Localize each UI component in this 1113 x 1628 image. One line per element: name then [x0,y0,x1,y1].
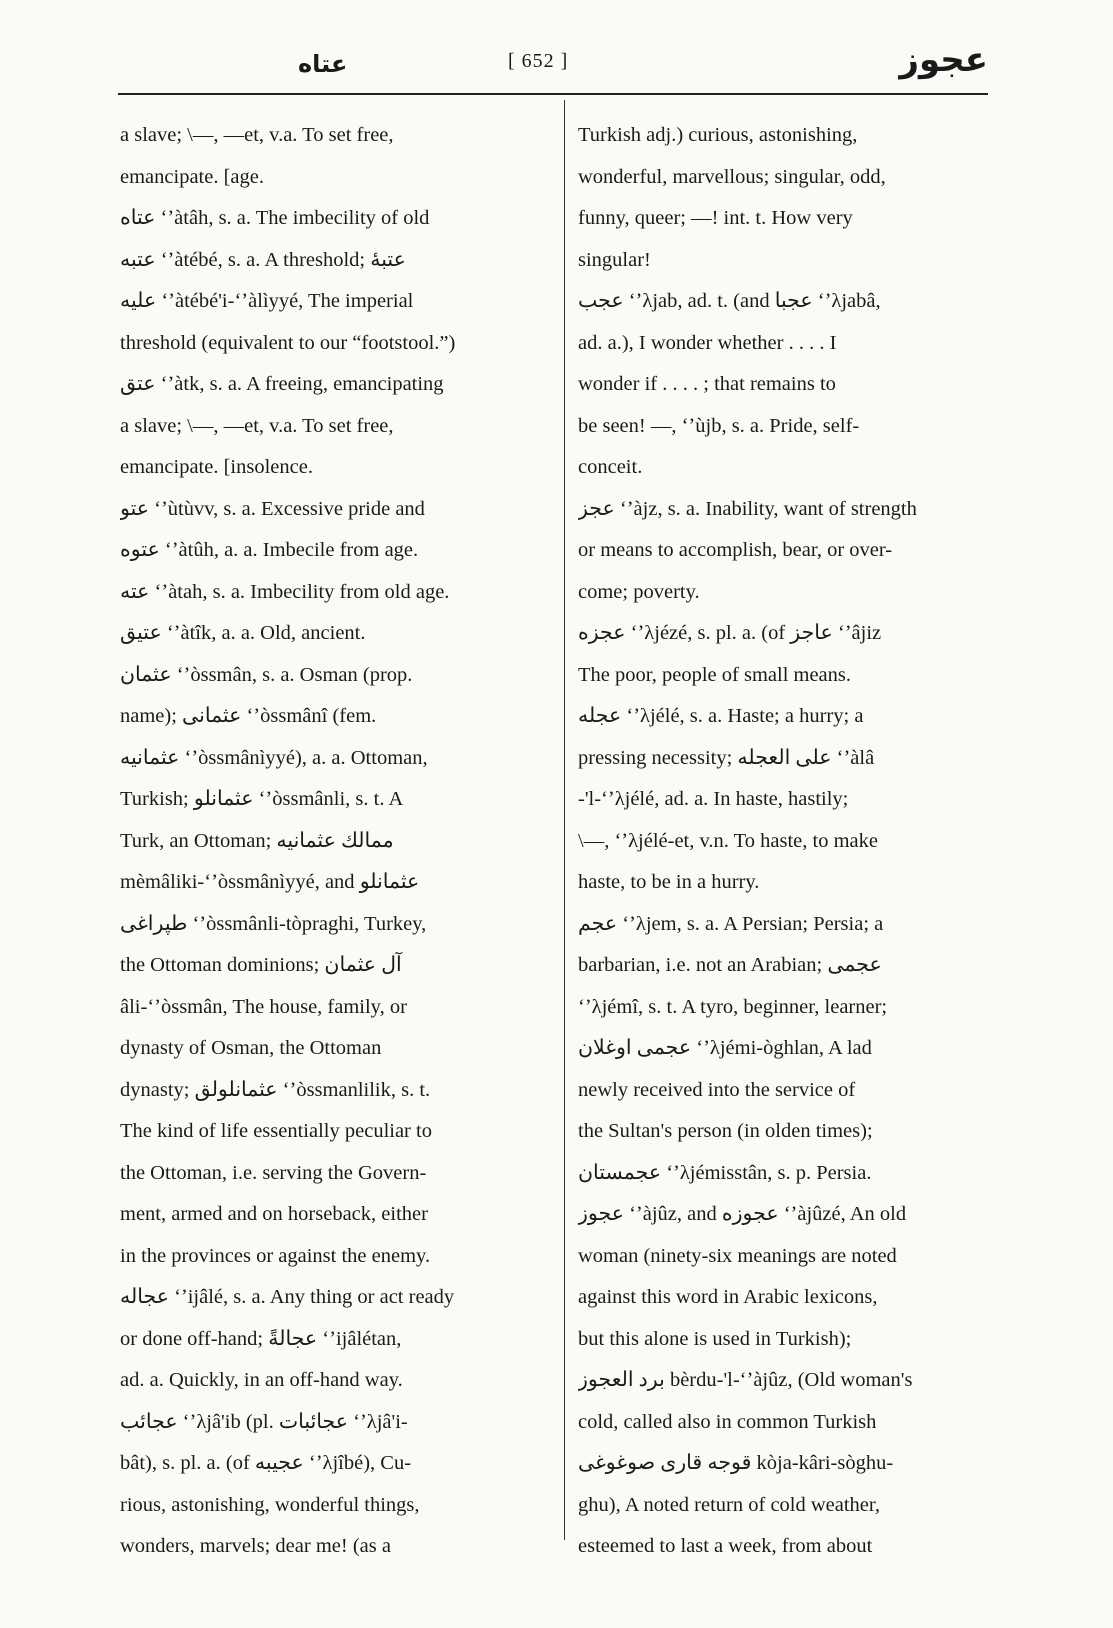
dictionary-line: \—, ʻʼλjélé-et, v.n. To haste, to make [578,829,878,852]
dictionary-line: the Ottoman dominions; آل عثمان [120,954,402,976]
dictionary-line: a slave; \—, —et, v.a. To set free, [120,124,394,146]
dictionary-line: عثمانيه ʻʼòssmânìyyé), a. a. Ottoman, [120,746,428,769]
dictionary-line: cold, called also in common Turkish [578,1410,877,1433]
dictionary-line: عجمى اوغلان ʻʼλjémi-òghlan, A lad [578,1037,872,1059]
dictionary-line: emancipate. [age. [120,165,264,188]
dictionary-line: عليه ʻʼàtébé'i-ʻʼàlìyyé, The imperial [120,290,414,312]
dictionary-line: عجب ʻʼλjab, ad. t. (and عجبا ʻʼλjabâ, [578,290,881,312]
dictionary-line: برد العجوز bèrdu-'l-ʻʼàjûz, (Old woman's [578,1369,913,1391]
dictionary-line: عجمستان ʻʼλjémisstân, s. p. Persia. [578,1161,872,1184]
dictionary-line: ad. a.), I wonder whether . . . . I [578,331,837,354]
dictionary-line: The kind of life essentially peculiar to [120,1120,432,1142]
dictionary-line: wonder if . . . . ; that remains to [578,373,836,395]
dictionary-line: a slave; \—, —et, v.a. To set free, [120,414,394,437]
dictionary-line: threshold (equivalent to our “footstool.”) [120,331,456,354]
dictionary-line: عجائب ʻʼλjâ'ib (pl. عجائبات ʻʼλjâ'i- [120,1410,408,1433]
dictionary-line: come; poverty. [578,580,700,603]
dictionary-line: conceit. [578,456,643,478]
dictionary-line: bât), s. pl. a. (of عجيبه ʻʼλjîbé), Cu- [120,1452,412,1474]
dictionary-line: esteemed to last a week, from about [578,1535,873,1557]
dictionary-line: newly received into the service of [578,1078,856,1101]
dictionary-line: mèmâliki-ʻʼòssmânìyyé, and عثمانلو [120,871,420,893]
dictionary-line: be seen! —, ʻʼùjb, s. a. Pride, self- [578,414,860,437]
dictionary-line: pressing necessity; على العجله ʻʼàlâ [578,746,875,769]
dictionary-line: عتبه ʻʼàtébé, s. a. A threshold; عتبهٔ [120,248,406,271]
right-running-headword: عجوز [899,40,988,80]
dictionary-line: against this word in Arabic lexicons, [578,1286,878,1308]
dictionary-line: the Ottoman, i.e. serving the Govern- [120,1161,427,1184]
dictionary-line: woman (ninety-six meanings are noted [578,1244,897,1267]
dictionary-line: rious, astonishing, wonderful things, [120,1493,420,1516]
header-rule [118,93,988,95]
dictionary-line: ment, armed and on horseback, either [120,1203,428,1225]
dictionary-line: ad. a. Quickly, in an off-hand way. [120,1369,403,1391]
page-header [118,40,988,90]
dictionary-line: the Sultan's person (in olden times); [578,1120,873,1142]
dictionary-line: dynasty of Osman, the Ottoman [120,1037,382,1059]
left-column [120,115,545,1568]
right-column [578,115,978,1568]
dictionary-line: barbarian, i.e. not an Arabian; عجمى [578,954,882,976]
dictionary-line: عجم ʻʼλjem, s. a. A Persian; Persia; a [578,912,884,935]
dictionary-line: Turk, an Ottoman; ممالك عثمانيه [120,829,394,852]
dictionary-line: âli-ʻʼòssmân, The house, family, or [120,995,407,1018]
dictionary-line: عجاله ʻʼijâlé, s. a. Any thing or act ready [120,1286,455,1308]
dictionary-line: wonders, marvels; dear me! (as a [120,1535,391,1557]
page-number: [ 652 ] [508,50,569,72]
dictionary-line: عثمان ʻʼòssmân, s. a. Osman (prop. [120,663,413,686]
dictionary-line: ghu), A noted return of cold weather, [578,1493,881,1516]
dictionary-line: name); عثمانى ʻʼòssmânî (fem. [120,705,377,727]
dictionary-line: قوجه قارى صوغوغى kòja-kâri-sòghu- [578,1452,894,1474]
dictionary-line: عجله ʻʼλjélé, s. a. Haste; a hurry; a [578,705,864,727]
dictionary-line: طپراغى ʻʼòssmânli-tòpraghi, Turkey, [120,912,427,935]
dictionary-line: Turkish; عثمانلو ʻʼòssmânli, s. t. A [120,788,404,810]
dictionary-line: wonderful, marvellous; singular, odd, [578,165,886,188]
dictionary-line: dynasty; عثمانلولق ʻʼòssmanlilik, s. t. [120,1078,431,1101]
dictionary-line: but this alone is used in Turkish); [578,1327,852,1350]
dictionary-line: عتوه ʻʼàtûh, a. a. Imbecile from age. [120,539,419,561]
dictionary-line: عته ʻʼàtah, s. a. Imbecility from old age. [120,580,450,603]
dictionary-line: ʻʼλjémî, s. t. A tyro, beginner, learner; [578,995,888,1018]
left-running-headword: عتاه [298,50,348,78]
dictionary-line: The poor, people of small means. [578,663,852,686]
column-divider [564,100,565,1540]
dictionary-line: عتاه ʻʼàtâh, s. a. The imbecility of old [120,207,430,229]
dictionary-line: عتو ʻʼùtùvv, s. a. Excessive pride and [120,497,425,520]
dictionary-line: or done off-hand; عجالةً ʻʼijâlétan, [120,1327,402,1350]
dictionary-line: funny, queer; —! int. t. How very [578,207,853,229]
dictionary-line: in the provinces or against the enemy. [120,1244,431,1267]
dictionary-line: -'l-ʻʼλjélé, ad. a. In haste, hastily; [578,788,849,810]
dictionary-line: عجز ʻʼàjz, s. a. Inability, want of strength [578,497,917,520]
dictionary-line: عجزه ʻʼλjézé, s. pl. a. (of عاجز ʻʼâjiz [578,622,882,644]
dictionary-line: or means to accomplish, bear, or over- [578,539,893,561]
dictionary-line: عجوز ʻʼàjûz, and عجوزه ʻʼàjûzé, An old [578,1203,907,1225]
dictionary-line: عتيق ʻʼàtîk, a. a. Old, ancient. [120,622,366,644]
dictionary-line: singular! [578,248,651,271]
dictionary-line: عتق ʻʼàtk, s. a. A freeing, emancipating [120,373,444,395]
dictionary-line: emancipate. [insolence. [120,456,313,478]
dictionary-line: haste, to be in a hurry. [578,871,760,893]
dictionary-line: Turkish adj.) curious, astonishing, [578,124,858,146]
